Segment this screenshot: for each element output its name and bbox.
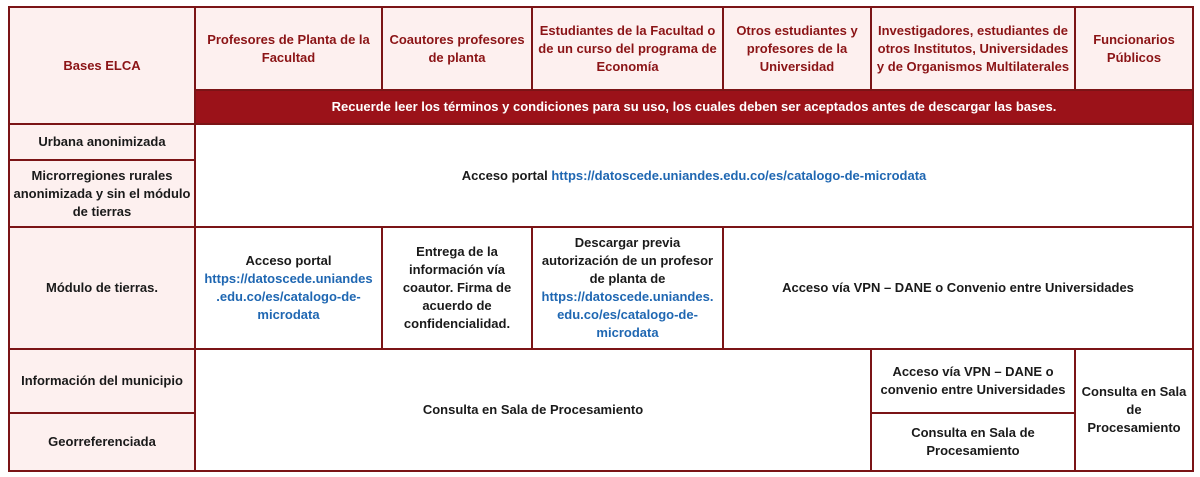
- sala-procesamiento-cell: Consulta en Sala de Procesamiento: [195, 349, 871, 471]
- column-header-funcionarios: Funcionarios Públicos: [1075, 7, 1193, 90]
- row-label-modulo-tierras: Módulo de tierras.: [9, 227, 195, 349]
- row-label-georreferenciada: Georreferenciada: [9, 413, 195, 471]
- portal-access-label: Acceso portal: [461, 167, 548, 183]
- funcionarios-sala-cell: Consulta en Sala de Procesamiento: [1075, 349, 1193, 471]
- row-label-informacion-municipio: Información del municipio: [9, 349, 195, 413]
- tierras-vpn-cell: Acceso vía VPN – DANE o Convenio entre Universidades: [723, 227, 1193, 349]
- municipio-vpn-cell: Acceso vía VPN – DANE o convenio entre Universidades: [871, 349, 1075, 413]
- tierras-coautores-cell: Entrega de la información vía coautor. Firma de acuerdo de confidencialidad.: [382, 227, 532, 349]
- tierras-estudiantes-label: Descargar previa autorización de un profesor de planta de: [541, 235, 714, 286]
- column-header-coautores: Coautores profesores de planta: [382, 7, 532, 90]
- column-header-otros-estudiantes: Otros estudiantes y profesores de la Universidad: [723, 7, 871, 90]
- table-title: Bases ELCA: [9, 7, 195, 124]
- access-table: [8, 6, 1194, 472]
- portal-link[interactable]: https://datoscede.uniandes.edu.co/es/catalogo-de-microdata: [551, 167, 927, 183]
- tierras-profesores-cell: [195, 227, 382, 349]
- tierras-profesores-label: Acceso portal: [245, 253, 332, 268]
- tierras-profesores-link[interactable]: https://datoscede.uniandes .edu.co/es/catalogo-de- microdata: [204, 271, 373, 322]
- column-header-investigadores: Investigadores, estudiantes de otros Institutos, Universidades y de Organismos Multilaterales: [871, 7, 1075, 90]
- tierras-estudiantes-link[interactable]: https://datoscede.uniandes. edu.co/es/catalogo-de- microdata: [541, 289, 714, 340]
- georref-sala-cell: Consulta en Sala de Procesamiento: [871, 413, 1075, 471]
- terms-notice-banner: Recuerde leer los términos y condiciones para su uso, los cuales deben ser aceptados antes de descargar las bases.: [195, 90, 1193, 124]
- row-label-urbana: Urbana anonimizada: [9, 124, 195, 160]
- portal-access-cell: [195, 124, 1193, 227]
- row-label-microrregiones: Microrregiones rurales anonimizada y sin el módulo de tierras: [9, 160, 195, 227]
- column-header-profesores: Profesores de Planta de la Facultad: [195, 7, 382, 90]
- column-header-estudiantes-facultad: Estudiantes de la Facultad o de un curso del programa de Economía: [532, 7, 723, 90]
- tierras-estudiantes-cell: [532, 227, 723, 349]
